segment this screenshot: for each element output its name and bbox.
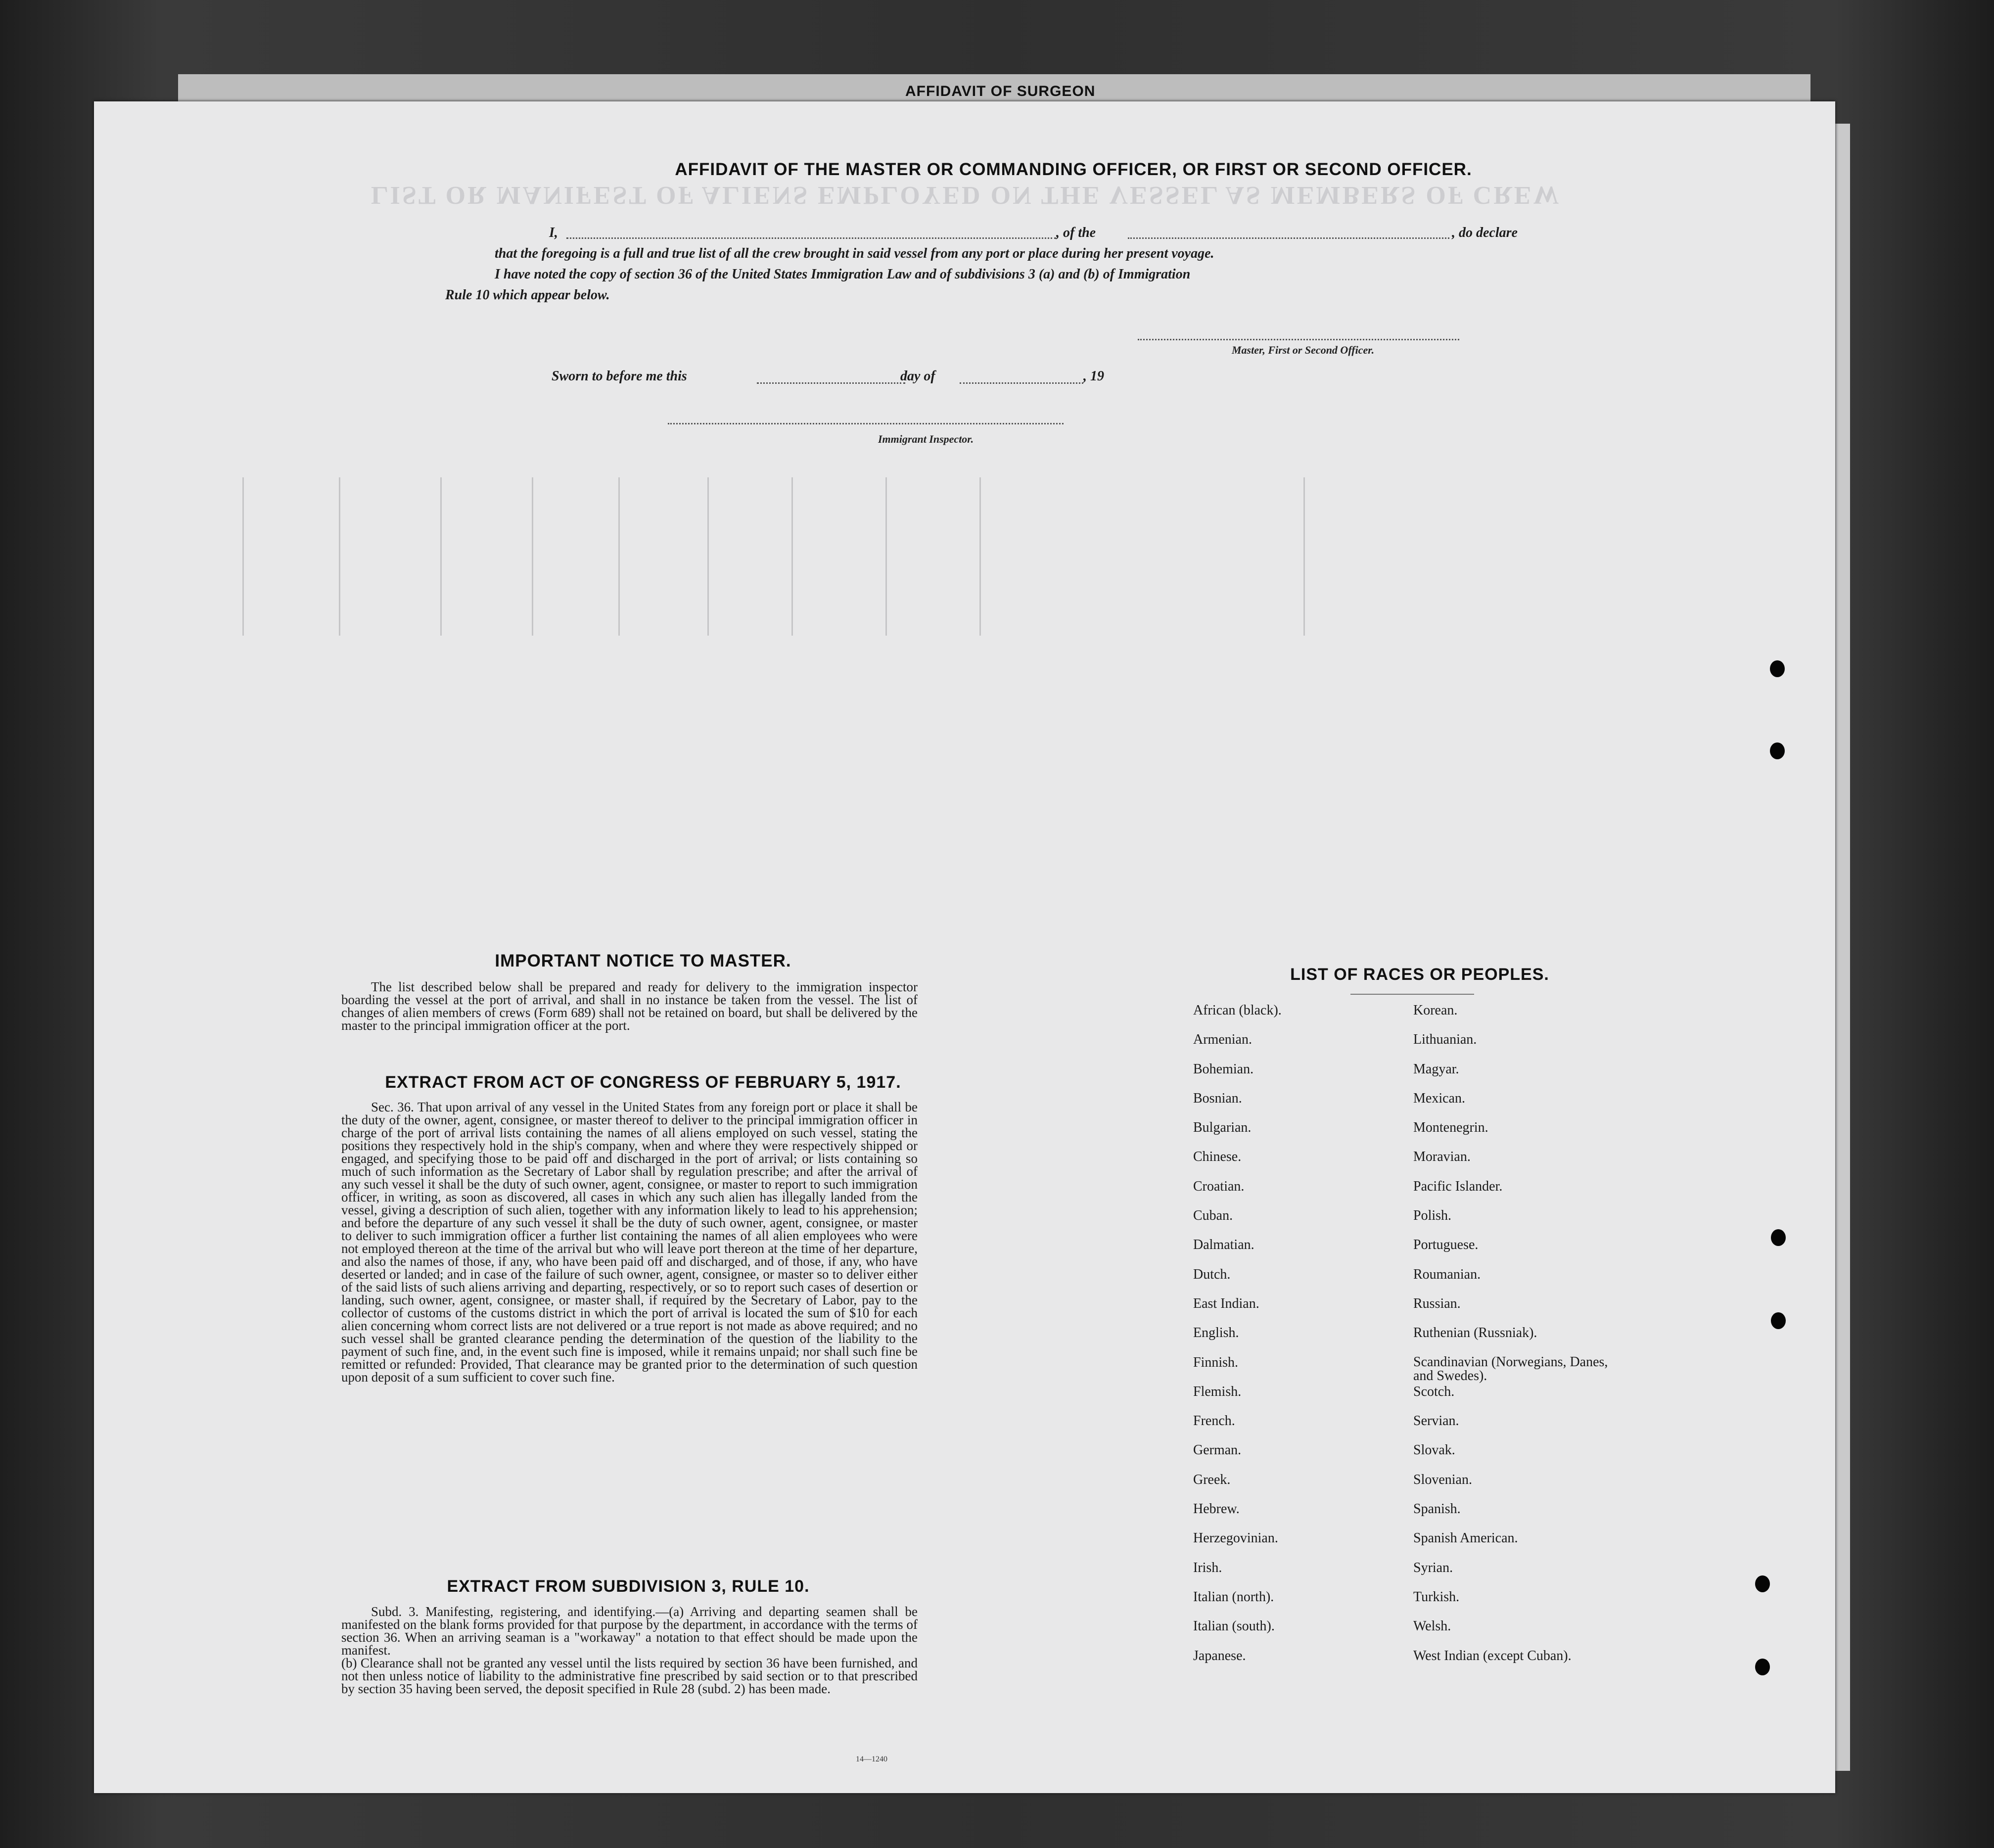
inspector-label: Immigrant Inspector. <box>878 433 974 445</box>
race-item: Mexican. <box>1413 1090 1465 1106</box>
affidavit-line2: that the foregoing is a full and true list of all the crew brought in said vessel from any port or place during her present voyage. <box>495 246 1214 261</box>
races-right-column <box>1413 1003 1621 1678</box>
race-item: Polish. <box>1413 1208 1452 1224</box>
race-item: Bohemian. <box>1193 1061 1254 1077</box>
binding-hole <box>1770 742 1785 759</box>
ghost-rule <box>440 477 442 636</box>
race-item: Finnish. <box>1193 1354 1239 1370</box>
act-extract-body <box>341 1101 918 1563</box>
signature-line <box>1138 339 1459 340</box>
sworn-text-b: day of <box>900 369 935 384</box>
race-item: Spanish American. <box>1413 1530 1518 1546</box>
race-item: Syrian. <box>1413 1560 1453 1575</box>
sworn-text-c: , 19 <box>1083 369 1104 384</box>
sworn-text-a: Sworn to before me this <box>552 369 687 384</box>
affidavit-line1-b: , of the <box>1056 225 1096 240</box>
notice-body <box>341 980 918 1055</box>
inspector-line <box>668 423 1064 424</box>
race-item: Russian. <box>1413 1295 1461 1311</box>
race-item: East Indian. <box>1193 1295 1259 1311</box>
act-extract-title: EXTRACT FROM ACT OF CONGRESS OF FEBRUARY 5, 1917. <box>385 1073 901 1092</box>
race-item: German. <box>1193 1442 1242 1458</box>
race-item: Spanish. <box>1413 1501 1461 1517</box>
race-item: Croatian. <box>1193 1178 1245 1194</box>
race-item: Servian. <box>1413 1413 1459 1429</box>
race-item: Flemish. <box>1193 1384 1242 1399</box>
ghost-rule <box>707 477 709 636</box>
race-item: Hebrew. <box>1193 1501 1240 1517</box>
ghost-rule <box>791 477 793 636</box>
rule-paragraph-a: Subd. 3. Manifesting, registering, and identifying.—(a) Arriving and departing seamen shall be manifested on the blank forms provided for that purpose by the department, in accordance with the terms of section 36. When an arriving seaman is a "workaway" a notation to that effect should be made upon the manifest. <box>341 1604 918 1658</box>
race-item: Bulgarian. <box>1193 1120 1252 1136</box>
race-item: English. <box>1193 1325 1239 1341</box>
race-item: Montenegrin. <box>1413 1120 1488 1136</box>
binding-hole <box>1771 1229 1786 1246</box>
race-item: Lithuanian. <box>1413 1032 1477 1048</box>
race-item: Japanese. <box>1193 1648 1246 1663</box>
race-item: Roumanian. <box>1413 1266 1481 1282</box>
race-item: African (black). <box>1193 1003 1282 1018</box>
race-item: Korean. <box>1413 1003 1458 1018</box>
ghost-rule <box>242 477 244 636</box>
notice-title: IMPORTANT NOTICE TO MASTER. <box>495 951 791 970</box>
race-item: Moravian. <box>1413 1149 1471 1165</box>
race-item: Chinese. <box>1193 1149 1242 1165</box>
signature-label: Master, First or Second Officer. <box>1232 344 1375 356</box>
affidavit-line3: I have noted the copy of section 36 of the United States Immigration Law and of subdivisions 3 (a) and (b) of Immigration <box>495 267 1191 282</box>
race-item: Pacific Islander. <box>1413 1178 1503 1194</box>
race-item: Portuguese. <box>1413 1237 1479 1253</box>
race-item: Herzegovinian. <box>1193 1530 1278 1546</box>
affidavit-title: AFFIDAVIT OF THE MASTER OR COMMANDING OFFICER, OR FIRST OR SECOND OFFICER. <box>675 160 1472 179</box>
rule-paragraph-b: (b) Clearance shall not be granted any vessel until the lists required by section 36 have been furnished, and not then unless notice of liability to the administrative fine prescribed by said section or to that prescribed by section 35 having been served, the deposit specified in Rule 28 (subd. 2) has been made. <box>341 1656 918 1696</box>
race-item: Dutch. <box>1193 1266 1231 1282</box>
race-item: Italian (south). <box>1193 1618 1275 1634</box>
race-item: Greek. <box>1193 1472 1231 1487</box>
race-item: Bosnian. <box>1193 1090 1242 1106</box>
race-item: Slovak. <box>1413 1442 1455 1458</box>
binding-hole <box>1771 1312 1786 1329</box>
act-paragraph: Sec. 36. That upon arrival of any vessel in the United States from any foreign port or place it shall be the duty of the owner, agent, consignee, or master thereof to deliver to the principal immigration officer in charge of the port of arrival lists containing the names of all aliens employed on such vessel, stating the positions they respectively hold in the ship's company, when and where they were respectively shipped or engaged, and specifying those to be paid off and discharged in the port of arrival; or lists containing so much of such information as the Secretary of Labor shall by regulation prescribe; and after the arrival of any such vessel it shall be the duty of such owner, agent, consignee, or master to report to such immigration officer, in writing, as soon as discovered, all cases in which any such alien has illegally landed from the vessel, giving a description of such alien, together with any information likely to lead to his apprehension; and before the departure of any such vessel it shall be the duty of such owner, agent, consignee, or master to deliver to such immigration officer a further list containing the names of all alien employees who were not employed thereon at the time of the arrival but who will leave port thereon at the time of her departure, and also the names of those, if any, who have been paid off and discharged, and of those, if any, who have deserted or landed; and in case of the failure of such owner, agent, consignee, or master so to deliver either of the said lists of such aliens arriving and departing, respectively, or so to report such cases of desertion or landing, such owner, agent, consignee, or master shall, if required by the Secretary of Labor, pay to the collector of customs of the customs district in which the port of arrival is located the sum of $10 for each alien concerning whom correct lists are not delivered or a true report is not made as above required; and no such vessel shall be granted clearance pending the determination of the question of the liability to the payment of such fine, and, in the event such fine is imposed, while it remains unpaid; nor shall such fine be remitted or refunded: Provided, That clearance may be granted prior to the determination of such question upon deposit of a sum sufficient to cover such fine. <box>341 1100 918 1385</box>
rule-extract-title: EXTRACT FROM SUBDIVISION 3, RULE 10. <box>447 1577 810 1596</box>
ghost-rule <box>618 477 620 636</box>
document-page <box>94 101 1835 1793</box>
affidavit-line4: Rule 10 which appear below. <box>445 287 610 303</box>
race-item: Turkish. <box>1413 1589 1460 1605</box>
reversed-bleed-through-title: LIST OR MANIFEST OF ALIENS EMPLOYED ON THE VESSEL AS MEMBERS OF CREW <box>371 181 1561 209</box>
binding-hole <box>1755 1575 1770 1592</box>
race-item: Armenian. <box>1193 1032 1252 1048</box>
affidavit-line1-a: I, <box>549 225 558 240</box>
affidavit-name-blank <box>566 237 1056 239</box>
ghost-rule <box>339 477 340 636</box>
race-item: Italian (north). <box>1193 1589 1274 1605</box>
race-item: French. <box>1193 1413 1235 1429</box>
header-strip-label: AFFIDAVIT OF SURGEON <box>905 83 1096 99</box>
rule-extract-body <box>341 1605 918 1749</box>
ghost-rule <box>1303 477 1305 636</box>
race-item: Dalmatian. <box>1193 1237 1254 1253</box>
notice-paragraph: The list described below shall be prepared and ready for delivery to the immigration inspector boarding the vessel at the port of arrival, and shall in no instance be taken from the vessel. The list of changes of alien members of crews (Form 689) shall not be retained on board, but shall be delivered by the master to the principal immigration officer at the port. <box>341 979 918 1033</box>
race-item: Magyar. <box>1413 1061 1459 1077</box>
race-item: Irish. <box>1193 1560 1222 1575</box>
races-left-column <box>1193 1003 1282 1678</box>
binding-hole <box>1770 660 1785 677</box>
affidavit-vessel-blank <box>1128 237 1449 239</box>
races-title-rule <box>1350 994 1474 995</box>
binding-hole <box>1755 1659 1770 1675</box>
sworn-day-blank <box>757 382 905 384</box>
races-title: LIST OF RACES OR PEOPLES. <box>1290 965 1549 984</box>
race-item: Slovenian. <box>1413 1472 1472 1487</box>
affidavit-line1-c: , do declare <box>1452 225 1518 240</box>
sworn-month-blank <box>960 382 1083 384</box>
ghost-rule <box>979 477 981 636</box>
race-item: West Indian (except Cuban). <box>1413 1648 1572 1663</box>
form-code: 14—1240 <box>856 1755 887 1763</box>
ghost-rule <box>532 477 533 636</box>
race-item: Cuban. <box>1193 1208 1233 1224</box>
race-item: Ruthenian (Russniak). <box>1413 1325 1537 1341</box>
race-item: Welsh. <box>1413 1618 1451 1634</box>
ghost-rule <box>885 477 887 636</box>
race-item: Scandinavian (Norwegians, Danes, and Swedes). <box>1413 1354 1608 1384</box>
race-item: Scotch. <box>1413 1384 1455 1399</box>
